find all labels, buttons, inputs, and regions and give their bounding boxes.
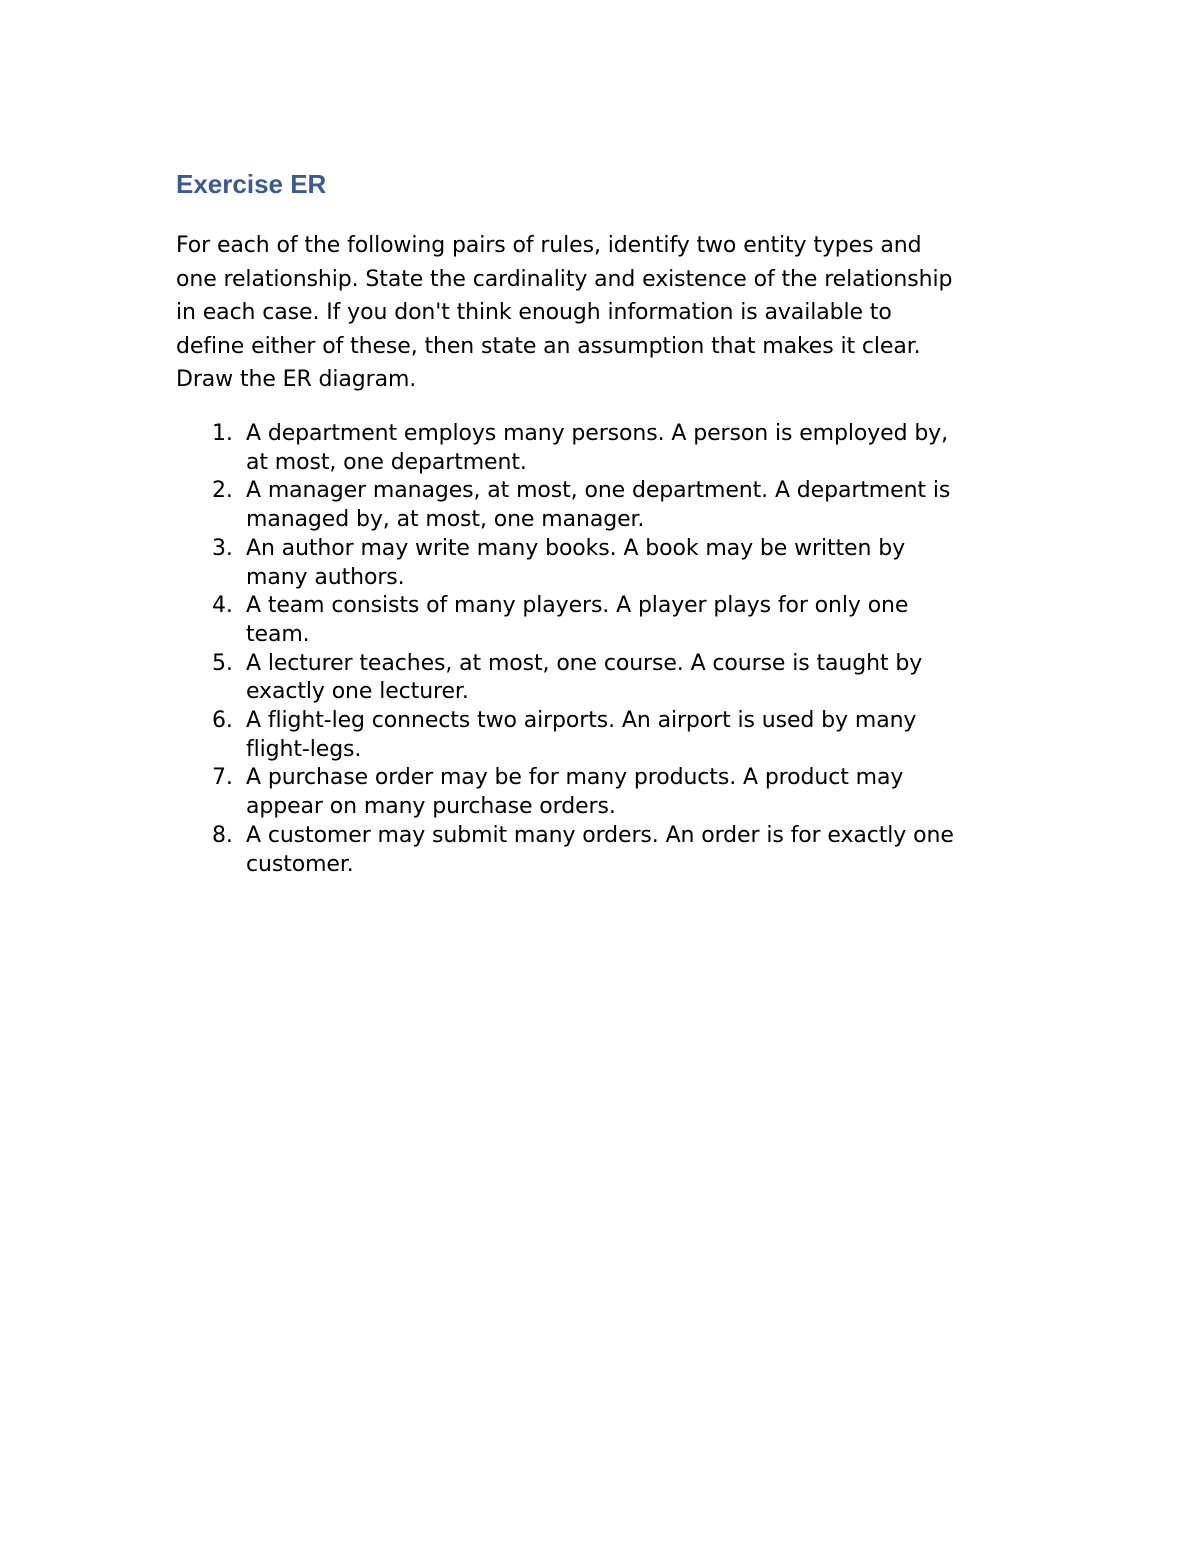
rule-text-line: managed by, at most, one manager. [246, 507, 645, 533]
rule-text-line: A flight-leg connects two airports. An airport is used by many [246, 708, 917, 734]
rule-item [176, 707, 1056, 764]
exercise-title: Exercise ER [176, 169, 327, 199]
rule-item [176, 764, 1056, 821]
rule-item [176, 477, 1056, 534]
rule-number: 7. [212, 765, 233, 791]
rule-item [176, 822, 1056, 879]
rule-number: 4. [212, 593, 233, 619]
rule-text-line: exactly one lecturer. [246, 679, 469, 705]
rule-text-line: customer. [246, 851, 354, 877]
rule-text-line: many authors. [246, 564, 405, 590]
rule-number: 8. [212, 822, 233, 848]
rule-item [176, 535, 1056, 592]
rule-number: 5. [212, 650, 233, 676]
rule-text-line: team. [246, 621, 310, 647]
rule-item [176, 420, 1056, 477]
rule-item [176, 592, 1056, 649]
rule-text-line: A customer may submit many orders. An order is for exactly one [246, 822, 954, 848]
rule-text-line: flight-legs. [246, 736, 362, 762]
rule-number: 3. [212, 535, 233, 561]
instructions-line: in each case. If you don't think enough information is available to [176, 300, 892, 325]
rule-text-line: A manager manages, at most, one department. A department is [246, 478, 951, 504]
rules-list [176, 420, 1056, 879]
rule-text-line: An author may write many books. A book may be written by [246, 535, 905, 561]
instructions-line: For each of the following pairs of rules, identify two entity types and [176, 233, 922, 258]
instructions-line: Draw the ER diagram. [176, 367, 417, 392]
rule-text-line: A team consists of many players. A player plays for only one [246, 593, 909, 619]
rule-text-line: A department employs many persons. A person is employed by, [246, 421, 948, 446]
rule-text-line: at most, one department. [246, 449, 527, 475]
exercise-instructions [176, 229, 1056, 397]
rule-text-line: A purchase order may be for many products. A product may [246, 765, 904, 791]
rule-text-line: appear on many purchase orders. [246, 794, 616, 820]
instructions-line: define either of these, then state an assumption that makes it clear. [176, 333, 921, 359]
rule-number: 6. [212, 708, 233, 734]
rule-text-line: A lecturer teaches, at most, one course. A course is taught by [246, 650, 923, 676]
rule-number: 2. [212, 478, 233, 504]
instructions-line: one relationship. State the cardinality and existence of the relationship [176, 266, 953, 292]
rule-item [176, 650, 1056, 707]
rule-number: 1. [212, 421, 233, 446]
